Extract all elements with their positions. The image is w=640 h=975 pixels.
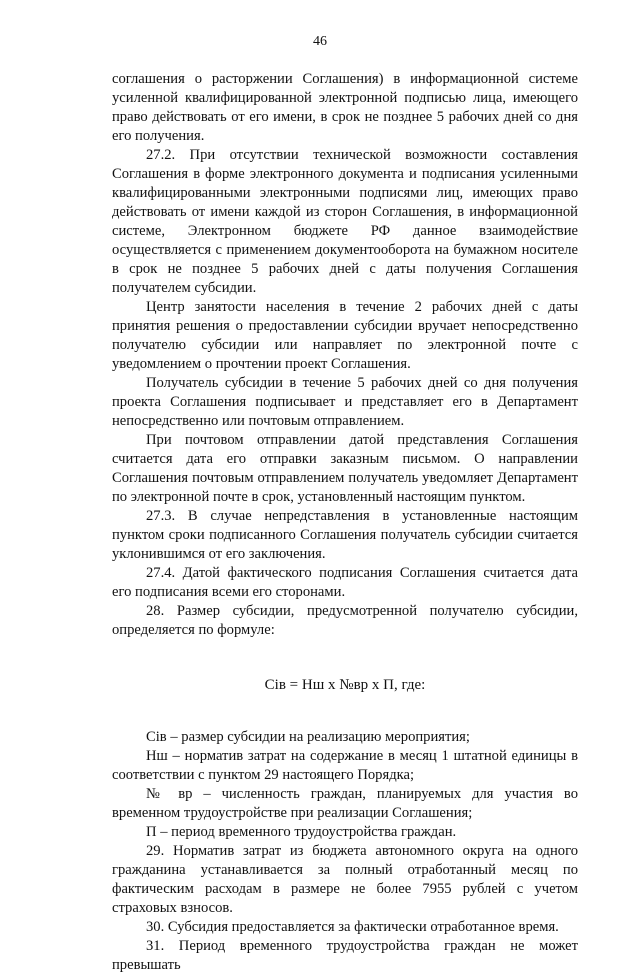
paragraph-31: 31. Период временного трудоустройства граждан не может превышать [112,938,578,973]
paragraph-29: 29. Норматив затрат из бюджета автономного округа на одного гражданина устанавливается за полный отработанный месяц по фактическим расходам в размере не более 7955 рублей с учетом страховых взносов. [112,843,578,916]
paragraph-postal-delivery: При почтовом отправлении датой представления Соглашения считается дата его отправки заказным письмом. О направлении Соглашения почтовым отправлением получатель уведомляет Департамент по электронной почте в срок, установленный настоящим пунктом. [112,432,578,505]
definition-civ: Ciв – размер субсидии на реализацию мероприятия; [146,729,470,745]
scan-artifact [272,0,316,6]
definition-nvr: № вр – численность граждан, планируемых для участия во временном трудоустройстве при реализации Соглашения; [112,786,578,821]
subsidy-formula: Ciв = Нш х №вр х П, где: [264,677,426,693]
page-number: 46 [313,34,327,49]
paragraph: соглашения о расторжении Соглашения) в информационной системе усиленной квалифицированной электронной подписью лица, имеющего право действовать от его имени, в срок не позднее 5 рабочих дней со дня его получения. [112,71,578,144]
document-body [112,70,578,975]
paragraph-27-3: 27.3. В случае непредставления в установленные настоящим пунктом сроки подписанного Соглашения получатель субсидии считается уклонившимся от его заключения. [112,508,578,562]
paragraph-28: 28. Размер субсидии, предусмотренной получателю субсидии, определяется по формуле: [112,603,578,638]
paragraph-recipient-signs: Получатель субсидии в течение 5 рабочих дней со дня получения проекта Соглашения подписывает и представляет его в Департамент непосредственно или почтовым отправлением. [112,375,578,429]
paragraph-27-4: 27.4. Датой фактического подписания Соглашения считается дата его подписания всеми его сторонами. [112,565,578,600]
paragraph-27-2: 27.2. При отсутствии технической возможности составления Соглашения в форме электронного документа и подписания усиленными квалифицированными электронными подписями лиц, имеющих право действовать от имени каждой из сторон Соглашения, в информационной системе, Электронном бюджете РФ данное взаимодействие осуществляется с применением документооборота на бумажном носителе в срок не позднее 5 рабочих дней с даты получения Соглашения получателем субсидии. [112,147,578,296]
definition-p: П – период временного трудоустройства граждан. [146,824,457,840]
definition-nsh: Нш – норматив затрат на содержание в месяц 1 штатной единицы в соответствии с пунктом 29 настоящего Порядка; [112,748,578,783]
paragraph-employment-center: Центр занятости населения в течение 2 рабочих дней с даты принятия решения о предоставлении субсидии вручает непосредственно получателю субсидии или направляет по электронной почте с уведомлением о прочтении проект Соглашения. [112,299,578,372]
paragraph-30: 30. Субсидия предоставляется за фактически отработанное время. [146,919,559,935]
